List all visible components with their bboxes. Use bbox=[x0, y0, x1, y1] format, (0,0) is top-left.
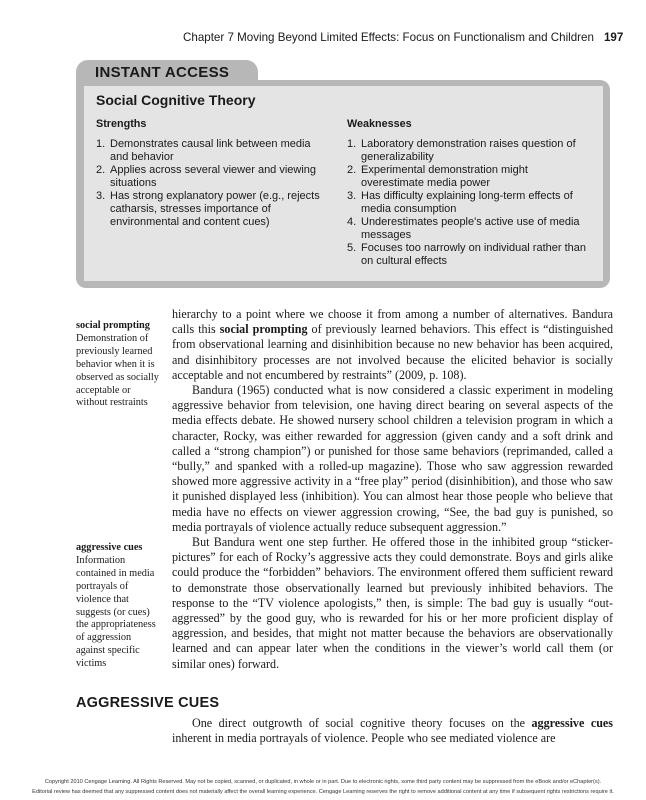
instant-access-label: INSTANT ACCESS bbox=[95, 64, 230, 81]
list-item: 1. Laboratory demonstration raises question of generalizability bbox=[347, 138, 576, 163]
list-item: 3. Has difficulty explaining long-term effects of media consumption bbox=[347, 190, 573, 215]
paragraph: But Bandura went one step further. He offered those in the inhibited group “sticker-pictures” for each of Rocky’s aggressive acts they could demonstrate. Boys and girls alike could produce the “forbidden” behaviors. The environment offered them sufficient reward to demonstrate those observationally learned but previously inhibited behaviors. The response to the “TV violence apologists,” then, is simple: The bad guy is usually “out-aggressed” by the good guy, who is rewarded for his or her more proficient display of aggression, and besides, that might not matter because the behaviors are observationally learned and can appear later when the conditions in the viewer’s world call them (or similar ones) forward. bbox=[172, 535, 613, 671]
margin-definition: Information contained in media portrayals of violence that suggests (or cues) the appropriateness of aggression against specific victims bbox=[76, 554, 156, 670]
weaknesses-list bbox=[347, 138, 590, 268]
chapter-title: Chapter 7 Moving Beyond Limited Effects: Focus on Functionalism and Children bbox=[183, 31, 594, 44]
paragraph: Bandura (1965) conducted what is now considered a classic experiment in modeling aggressive behavior from television, one having direct bearing on several aspects of the media effects debate. He showed nursery school children a television program in which a character, Rocky, was either rewarded for aggression (given candy and a soft drink and called a “strong champion”) or punished for those same behaviors (reprimanded, called a “bully,” and spanked with a rolled-up magazine). Those who saw aggression rewarded showed more aggressive activity in a “free play” period (disinhibition), and those who saw it punished displayed less (inhibition). You can almost hear those people who believe that media have no effects on viewer aggression crowing, “See, the bad guy is punished, so media portrayals of violence actually reduce subsequent aggression.” bbox=[172, 383, 613, 534]
instant-access-tab bbox=[76, 60, 258, 88]
copyright-line: Copyright 2010 Cengage Learning. All Rights Reserved. May not be copied, scanned, or duplicated, in whole or in part. Due to electronic rights, some third party content may be suppressed from the eBook and/or eChapter(s). bbox=[44, 779, 602, 785]
body-text bbox=[172, 307, 613, 672]
page-number: 197 bbox=[603, 31, 624, 44]
paragraph: One direct outgrowth of social cognitive theory focuses on the aggressive cues inherent in media portrayals of violence. People who see mediated violence are bbox=[172, 716, 613, 746]
section-heading: AGGRESSIVE CUES bbox=[76, 695, 220, 711]
list-item: 2. Experimental demonstration might overestimate media power bbox=[347, 164, 528, 189]
list-item: 1. Demonstrates causal link between media and behavior bbox=[96, 138, 311, 163]
strengths-list bbox=[96, 138, 329, 229]
instant-access-title: Social Cognitive Theory bbox=[96, 92, 256, 108]
list-item: 3. Has strong explanatory power (e.g., rejects catharsis, stresses importance of environmental and content cues) bbox=[96, 190, 320, 228]
weaknesses-heading: Weaknesses bbox=[347, 118, 412, 130]
margin-term: social prompting bbox=[76, 320, 150, 331]
key-term: aggressive cues bbox=[531, 716, 613, 730]
margin-definition: Demonstration of previously learned behavior when it is observed as socially acceptable or without restraints bbox=[76, 332, 159, 409]
running-head bbox=[183, 31, 624, 44]
strengths-heading: Strengths bbox=[96, 118, 147, 130]
margin-note-social-prompting bbox=[76, 320, 162, 410]
list-item: 2. Applies across several viewer and viewing situations bbox=[96, 164, 317, 189]
key-term: social prompting bbox=[219, 322, 308, 337]
editorial-line: Editorial review has deemed that any suppressed content does not materially affect the overall learning experience. Cengage Learning reserves the right to remove additional content at any time if subsequent rights restrictions require it. bbox=[32, 789, 614, 795]
list-item: 4. Underestimates people's active use of media messages bbox=[347, 216, 580, 241]
margin-note-aggressive-cues bbox=[76, 542, 162, 671]
margin-term: aggressive cues bbox=[76, 542, 143, 553]
list-item: 5. Focuses too narrowly on individual rather than on cultural effects bbox=[347, 242, 587, 267]
paragraph: hierarchy to a point where we choose it from among a number of alternatives. Bandura calls this social prompting of previously learned behaviors. This effect is “distinguished from observational learning and disinhibition because no new behavior has been acquired, and disinhibitory processes are not involved because the elicited behavior is socially acceptable and not encumbered by restraints” (2009, p. 108). bbox=[172, 307, 614, 382]
section-body bbox=[172, 716, 613, 746]
